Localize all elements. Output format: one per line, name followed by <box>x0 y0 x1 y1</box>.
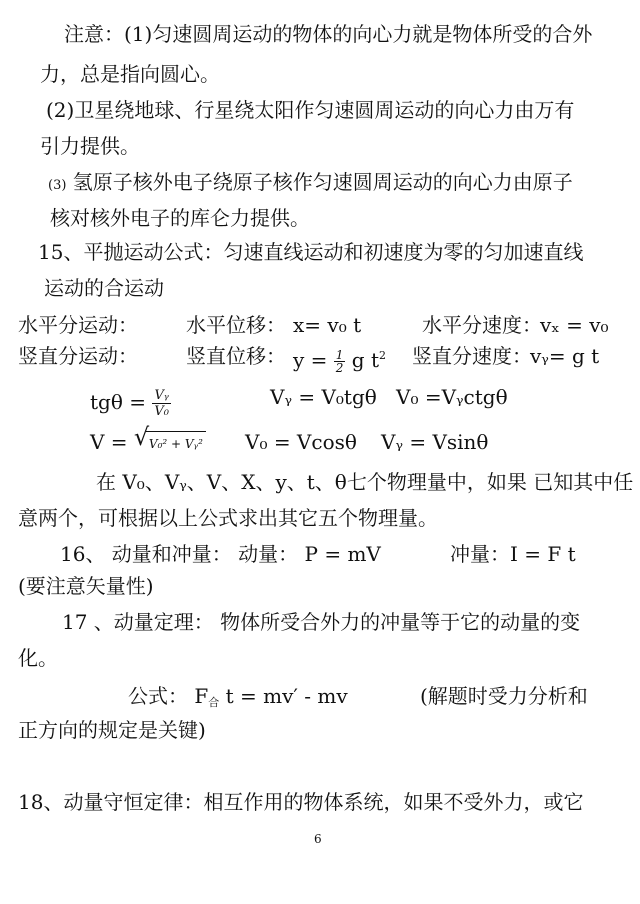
text-line: 正方向的规定是关键) <box>18 718 206 742</box>
formula-label: 竖直位移： <box>186 344 286 368</box>
text-line: (要注意矢量性) <box>18 574 154 598</box>
text-line: 在 V₀、Vᵧ、V、X、y、t、θ七个物理量中，如果 已知其中任 <box>96 470 634 494</box>
text-line: (解题时受力分析和 <box>420 684 588 708</box>
fraction-denominator: V₀ <box>154 404 169 419</box>
formula-part: V = <box>90 430 128 454</box>
formula: V₀ =Vᵧctgθ <box>396 385 508 409</box>
formula: Vᵧ = V₀tgθ <box>270 385 377 409</box>
formula-part: g t <box>351 348 379 372</box>
fraction <box>334 349 346 374</box>
formula <box>90 388 171 419</box>
text-line: 运动的合运动 <box>44 276 164 300</box>
page-number: 6 <box>314 832 322 846</box>
superscript: 2 <box>378 349 386 362</box>
fraction-numerator: 1 <box>335 348 344 362</box>
formula-part: y = <box>293 348 328 372</box>
formula-label: 竖直分速度： <box>412 344 532 368</box>
formula-part: tgθ = <box>90 390 146 414</box>
fraction <box>152 388 171 419</box>
item-marker: (3) <box>48 178 67 193</box>
radicand: V₀² + Vᵧ² <box>146 431 206 456</box>
formula-label: 水平分运动： <box>18 313 138 337</box>
text-line: 化。 <box>18 646 58 670</box>
formula: vᵧ= g t <box>530 344 600 368</box>
text-line: 16、 动量和冲量： 动量： P = mV <box>60 542 381 566</box>
fraction-numerator: Vᵧ <box>152 388 171 404</box>
text-line <box>48 170 573 198</box>
formula-label: 水平位移： <box>186 313 286 337</box>
formula: x= v₀ t <box>293 313 362 337</box>
formula: V₀ = Vcosθ <box>245 430 357 454</box>
text-line: 冲量：I = F t <box>450 542 576 566</box>
text-line: 18、动量守恒定律：相互作用的物体系统，如果不受外力，或它 <box>18 790 584 814</box>
text-segment: 氢原子核外电子绕原子核作匀速圆周运动的向心力由原子 <box>72 170 573 194</box>
formula <box>128 684 348 715</box>
formula-label: 竖直分运动： <box>18 344 138 368</box>
text-line: 引力提供。 <box>40 134 140 158</box>
text-line: (2)卫星绕地球、行星绕太阳作匀速圆周运动的向心力由万有 <box>46 98 575 122</box>
formula: vₓ = v₀ <box>540 313 609 337</box>
text-line: 力，总是指向圆心。 <box>40 62 220 86</box>
text-line: 15、平抛运动公式：匀速直线运动和初速度为零的匀加速直线 <box>38 240 584 264</box>
text-line: 意两个，可根据以上公式求出其它五个物理量。 <box>18 506 438 530</box>
formula: Vᵧ = Vsinθ <box>381 430 489 454</box>
formula <box>293 344 386 374</box>
subscript: 合 <box>208 696 220 709</box>
formula-part: 公式： F <box>128 684 209 708</box>
formula-label: 水平分速度： <box>422 313 542 337</box>
formula <box>90 423 206 456</box>
fraction-denominator: 2 <box>335 361 344 375</box>
text-line: 核对核外电子的库仑力提供。 <box>50 206 310 230</box>
formula-part: t = mv′ - mv <box>225 684 348 708</box>
square-root: √ V₀² + Vᵧ² <box>134 431 206 456</box>
text-line: 注意：(1)匀速圆周运动的物体的向心力就是物体所受的合外 <box>64 22 593 46</box>
text-line: 17 、动量定理： 物体所受合外力的冲量等于它的动量的变 <box>62 610 581 634</box>
